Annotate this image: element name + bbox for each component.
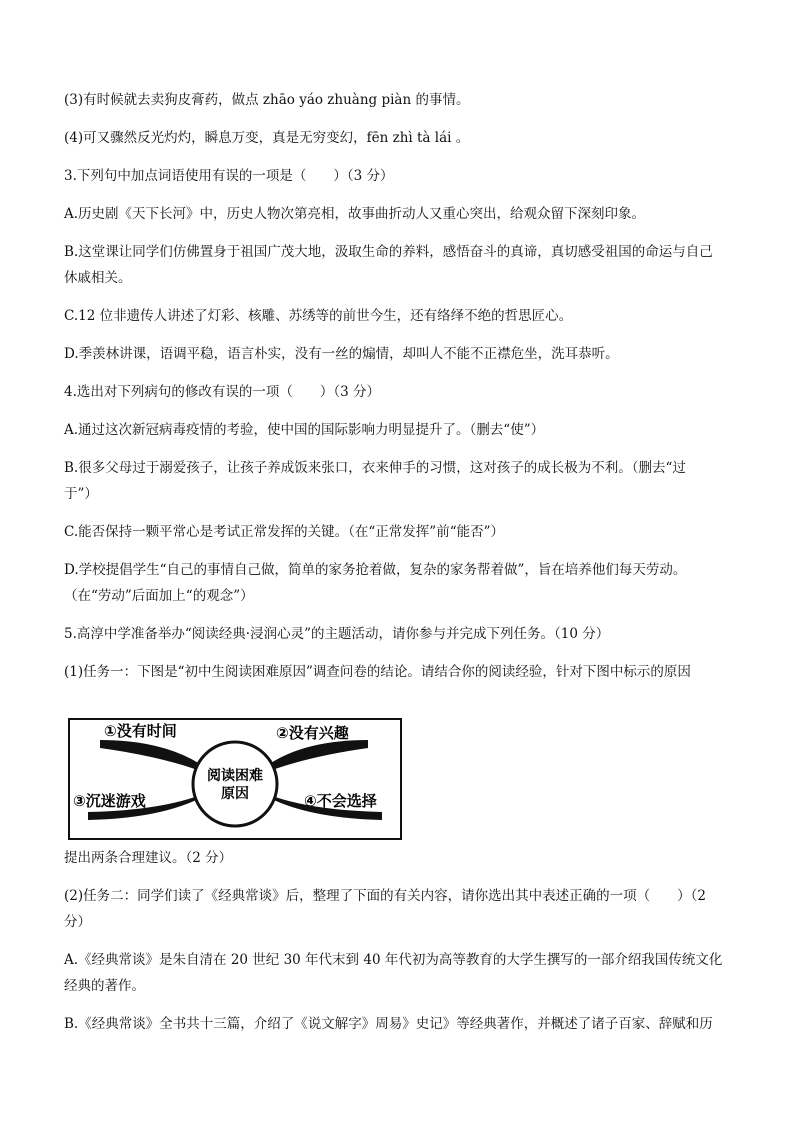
option-a: A.历史剧《天下长河》中，历史人物次第亮相，故事曲折动人又重心突出，给观众留下深刻印象。 (64, 206, 646, 222)
question-3-stem: 3.下列句中加点词语使用有误的一项是（ ）（3 分） (64, 168, 394, 184)
reason-label: ①没有时间 (104, 722, 177, 740)
task-1: (1)任务一：下图是“初中生阅读困难原因”调查问卷的结论。请结合你的阅读经验，针对下图中标示的原因 (64, 664, 691, 680)
text-line: (3)有时候就去卖狗皮膏药，做点 zhāo yáo zhuàng piàn 的事情。 (64, 92, 470, 108)
option-a: A.通过这次新冠病毒疫情的考验，使中国的国际影响力明显提升了。（删去“使”） (64, 422, 545, 438)
option-b-cont: 休戚相关。 (64, 270, 132, 286)
task-1-cont: 提出两条合理建议。（2 分） (64, 850, 233, 866)
option-a: A.《经典常谈》是朱自清在 20 世纪 30 年代末到 40 年代初为高等教育的大学生撰写的一部介绍我国传统文化 (64, 952, 723, 968)
option-b-cont: 于”） (64, 486, 98, 502)
text-line: (4)可又骤然反光灼灼，瞬息万变，真是无穷变幻，fēn zhì tà lái 。 (64, 130, 470, 146)
reading-difficulty-diagram (68, 718, 402, 840)
option-b: B.这堂课让同学们仿佛置身于祖国广茂大地，汲取生命的养料，感悟奋斗的真谛，真切感受祖国的命运与自己 (64, 244, 713, 260)
option-d: D.学校提倡学生“自己的事情自己做，简单的家务抢着做，复杂的家务帮着做”，旨在培养他们每天劳动。 (64, 562, 687, 578)
option-b: B.《经典常谈》全书共十三篇，介绍了《说文解字》周易》史记》等经典著作，并概述了诸子百家、辞赋和历 (64, 1016, 713, 1032)
task-2: (2)任务二：同学们读了《经典常谈》后，整理了下面的有关内容，请你选出其中表述正确的一项（ ）（2 (64, 888, 706, 904)
question-4-stem: 4.选出对下列病句的修改有误的一项（ ）（3 分） (64, 384, 381, 400)
question-5-stem: 5.高淳中学准备举办“阅读经典·浸润心灵”的主题活动，请你参与并完成下列任务。（10 分） (64, 626, 610, 642)
option-c: C.能否保持一颗平常心是考试正常发挥的关键。（在“正常发挥”前“能否”） (64, 524, 504, 540)
option-b: B.很多父母过于溺爱孩子，让孩子养成饭来张口，衣来伸手的习惯，这对孩子的成长极为不利。（删去“过 (64, 460, 686, 476)
center-circle (193, 742, 277, 826)
center-label-line1: 阅读困难 (207, 768, 263, 784)
option-d: D.季羡林讲课，语调平稳，语言朴实，没有一丝的煽情，却叫人不能不正襟危坐，洗耳恭听。 (64, 346, 619, 362)
option-a-cont: 经典的著作。 (64, 978, 145, 994)
option-c: C.12 位非遗传人讲述了灯彩、核雕、苏绣等的前世今生，还有络绎不绝的哲思匠心。 (64, 308, 573, 324)
reason-label: ④不会选择 (304, 792, 377, 810)
option-d-cont: （在“劳动”后面加上“的观念”） (64, 588, 254, 604)
center-label-line2: 原因 (221, 786, 249, 802)
reason-label: ③沉迷游戏 (73, 792, 146, 810)
reason-label: ②没有兴趣 (276, 724, 349, 742)
task-2-cont: 分） (64, 914, 91, 930)
